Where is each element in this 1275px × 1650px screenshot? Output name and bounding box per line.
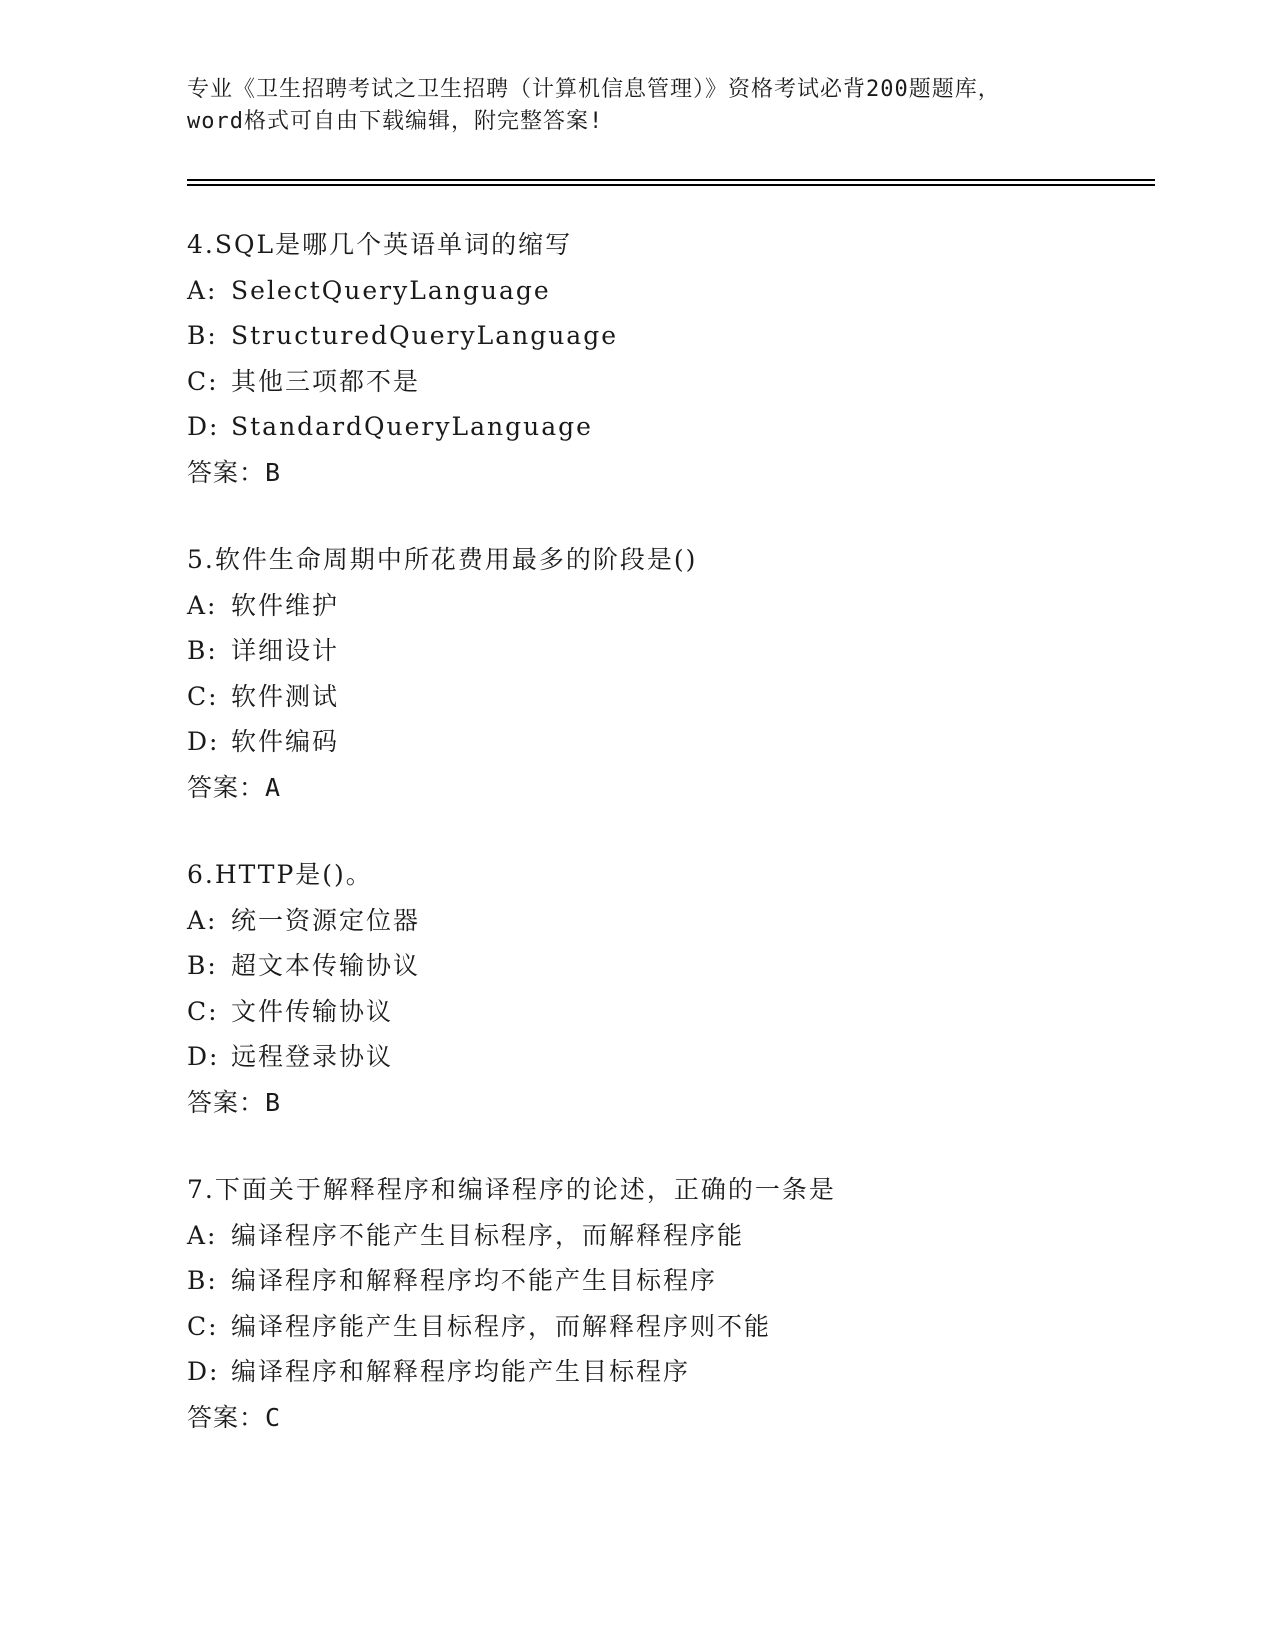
question-stem: 6.HTTP是()。 [187,860,373,889]
option-d [187,1034,420,1080]
answer: 答案：B [187,1087,282,1117]
option-c [187,674,697,720]
option-d [187,404,618,450]
header-divider-top [187,179,1155,181]
option-text: 超文本传输协议 [231,951,421,980]
question-6 [187,852,420,1125]
option-b [187,943,420,989]
option-b [187,628,697,674]
option-letter: D: [187,1042,220,1071]
option-text: 软件维护 [231,590,340,620]
option-letter: A: [187,905,218,935]
option-text: 编译程序和解释程序均能产生目标程序 [231,1357,691,1386]
option-letter: D: [187,727,220,756]
option-b [187,313,618,359]
option-letter: D: [187,412,220,441]
option-letter: A: [187,1220,218,1250]
option-letter: A: [187,275,218,305]
option-text: StructuredQueryLanguage [231,321,619,350]
option-c [187,989,420,1035]
question-stem: 4.SQL是哪几个英语单词的缩写 [187,230,573,259]
question-5 [187,537,697,810]
option-c [187,1304,836,1350]
option-text: StandardQueryLanguage [231,412,593,441]
option-letter: D: [187,1357,220,1386]
option-text: 详细设计 [231,636,340,665]
option-letter: B: [187,636,218,665]
option-letter: B: [187,1266,218,1295]
answer: 答案：A [187,772,282,802]
option-text: 编译程序能产生目标程序，而解释程序则不能 [231,1311,772,1341]
option-a [187,898,420,944]
header-line-2: word格式可自由下载编辑，附完整答案! [187,109,604,134]
header-line-1: 专业《卫生招聘考试之卫生招聘（计算机信息管理）》资格考试必背200题题库， [187,77,1001,102]
option-b [187,1258,836,1304]
option-letter: B: [187,951,218,980]
option-text: 其他三项都不是 [231,366,421,396]
option-text: 编译程序不能产生目标程序，而解释程序能 [231,1220,745,1250]
answer: 答案：B [187,457,282,487]
question-stem: 7.下面关于解释程序和编译程序的论述，正确的一条是 [187,1175,836,1204]
option-text: 编译程序和解释程序均不能产生目标程序 [231,1266,718,1295]
option-letter: C: [187,681,219,711]
option-text: 软件编码 [231,727,340,756]
option-text: 统一资源定位器 [231,905,421,935]
option-a [187,583,697,629]
option-text: 远程登录协议 [231,1042,394,1071]
option-d [187,1349,836,1395]
document-header [187,74,1107,138]
header-divider-bottom [187,184,1155,186]
option-a [187,268,618,314]
option-d [187,719,697,765]
option-text: 软件测试 [231,681,340,711]
option-c [187,359,618,405]
option-a [187,1213,836,1259]
option-text: 文件传输协议 [231,996,394,1026]
option-text: SelectQueryLanguage [231,275,551,305]
answer: 答案：C [187,1402,282,1432]
option-letter: B: [187,321,218,350]
option-letter: C: [187,996,219,1026]
option-letter: C: [187,366,219,396]
option-letter: A: [187,590,218,620]
question-stem: 5.软件生命周期中所花费用最多的阶段是() [187,545,698,574]
option-letter: C: [187,1311,219,1341]
question-4 [187,222,618,495]
question-7 [187,1167,836,1440]
